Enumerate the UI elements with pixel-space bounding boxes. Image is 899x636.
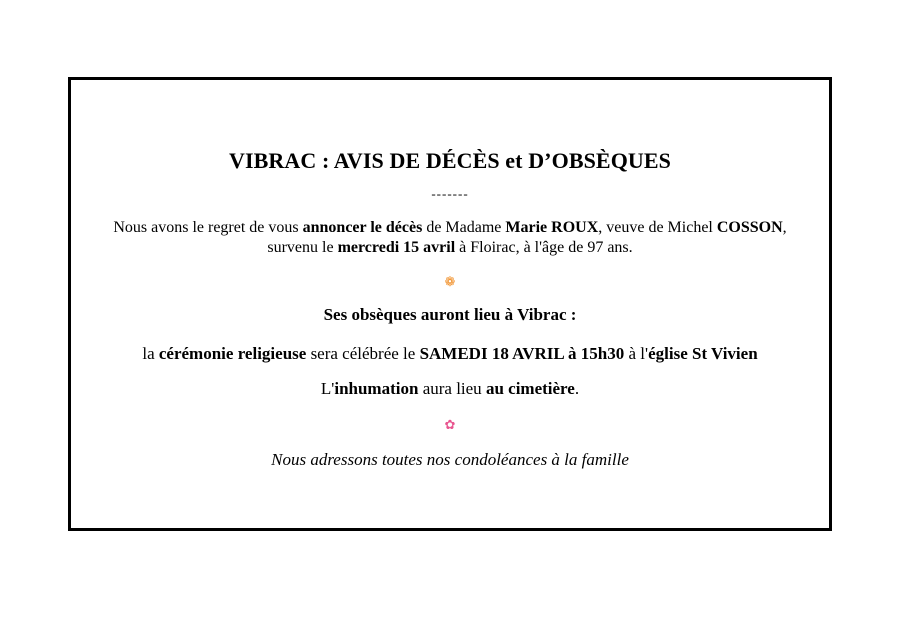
orange-flower-icon: ❁ [444,274,456,289]
intro-text: à Floirac, à l'âge de 97 ans. [455,239,633,256]
notice-frame [68,77,832,531]
burial-text: aura lieu [418,379,486,398]
ceremony-text: sera célébrée le [306,344,420,363]
burial-type: inhumation [334,379,419,398]
intro-text: Nous avons le regret de vous [113,219,303,236]
ceremony-line [71,344,829,364]
ceremony-text: à l' [624,344,649,363]
intro-bold-announcement: annoncer le décès [302,219,423,236]
ceremony-place: église St Vivien [648,344,758,363]
burial-text: L' [320,379,335,398]
intro-text: , veuve de Michel [598,219,717,236]
burial-text: . [574,379,580,398]
intro-text: survenu le [267,239,338,256]
spouse-surname: COSSON [716,219,783,236]
notice-title: VIBRAC : AVIS DE DÉCÈS et D’OBSÈQUES [228,148,672,173]
intro-text: , [782,219,787,236]
burial-place: au cimetière [485,379,575,398]
deceased-name: Marie ROUX [505,219,599,236]
condolences-line: Nous adressons toutes nos condoléances à la famille [271,450,629,469]
intro-text: de Madame [422,219,506,236]
death-announcement-paragraph [71,218,829,258]
ceremony-text: la [142,344,159,363]
burial-line [71,379,829,399]
pink-flower-icon: ✿ [444,417,456,432]
separator: ------- [431,186,469,201]
ceremony-datetime: SAMEDI 18 AVRIL à 15h30 [419,344,625,363]
death-date: mercredi 15 avril [337,239,456,256]
funeral-subtitle: Ses obsèques auront lieu à Vibrac : [323,305,577,324]
ceremony-type: cérémonie religieuse [158,344,307,363]
